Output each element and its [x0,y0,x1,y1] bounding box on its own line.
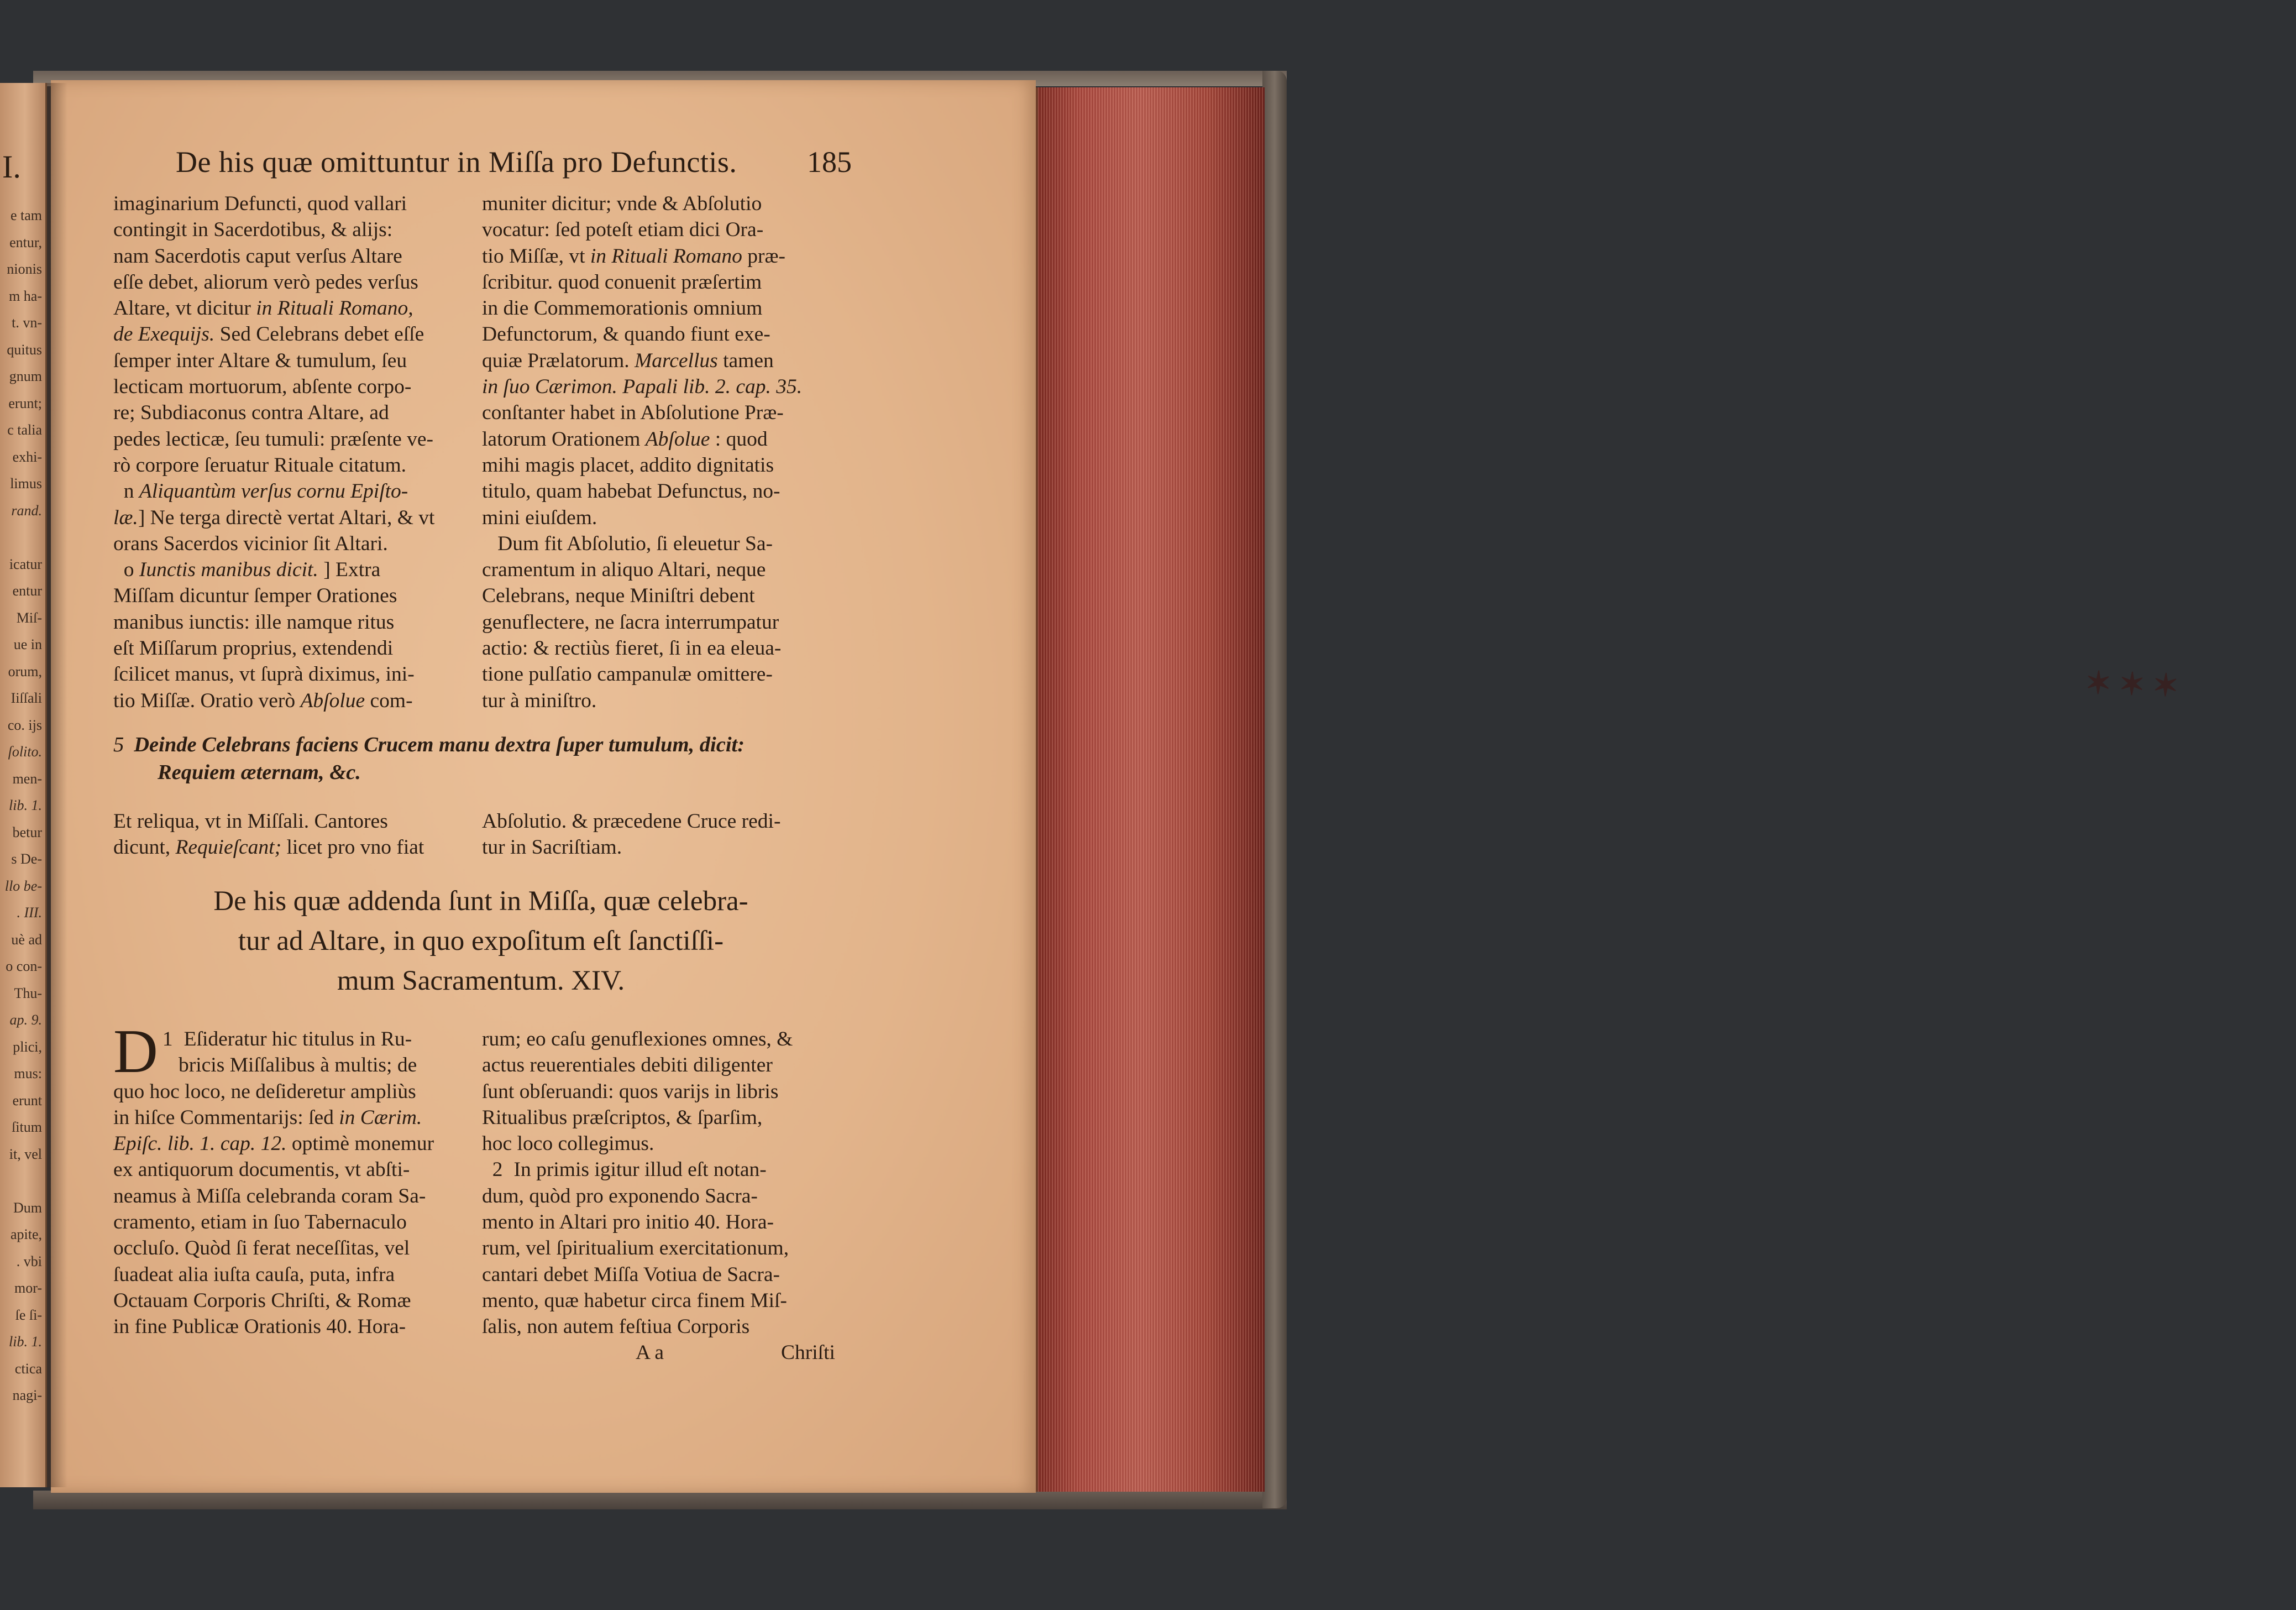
running-head: De his quæ omittuntur in Miſſa pro Defunctis. [176,145,737,179]
note-label: o [123,558,134,582]
text-line [482,531,847,557]
previous-page-fragment: lib. 1. [9,797,42,813]
text-line: genuflectere, ne ſacra interrumpatur [482,610,779,634]
text-line: cantari debet Miſſa Votiua de Sacra- [482,1263,780,1286]
text-line: mento in Altari pro initio 40. Hora- [482,1211,774,1234]
column-1 [113,191,470,714]
note-lemma: Aliquantùm verſus cornu Epiſto- [139,480,408,503]
citation: de Exequijs. [113,323,215,346]
text-line: vocatur: ſed poteſt etiam dici Ora- [482,218,764,242]
previous-page-fragment: gnum [9,368,42,384]
text-run: tamen [723,349,774,372]
text-line: rum; eo caſu genuflexiones omnes, & [482,1028,793,1050]
drop-cap: D [113,1017,158,1086]
text-line: eſſe debet, aliorum verò pedes verſus [113,270,418,294]
note-lemma: Iunctis manibus dicit. [139,558,318,582]
text-line: Et reliqua, vt in Miſſali. Cantores [113,810,388,833]
previous-page-fragment: ſe ſi- [15,1306,42,1323]
previous-page-fragment: s De- [11,851,42,867]
previous-page-fragment: ſitum [12,1119,42,1135]
text-run: quiæ Prælatorum. [482,349,630,372]
previous-page-fragment: c talia [7,422,42,438]
text-run: Dum fit Abſolutio, ſi eleuetur Sa- [497,532,773,555]
rubric-number: 5 [113,733,124,756]
note-o [113,557,470,583]
text-line [113,1105,470,1131]
text-run: latorum Orationem [482,427,641,451]
page-number: 185 [807,145,852,179]
text-run: Altare, vt dicitur [113,297,251,320]
text-line: hoc loco collegimus. [482,1132,654,1156]
text-line: ſcilicet manus, vt ſuprà diximus, ini- [113,663,415,686]
text-line: ſemper inter Altare & tumulum, ſeu [113,349,407,372]
previous-page-fragment: Iiſſali [11,690,42,706]
previous-page-fragment: lib. 1. [9,1334,42,1350]
previous-page-fragment: ap. 9. [9,1012,42,1028]
text-line [113,321,470,347]
text-run: ] Extra [323,558,381,582]
previous-page-fragment: exhi- [12,448,42,465]
text-line: imaginarium Defuncti, quod vallari [113,192,407,215]
previous-page-fragment: betur [12,824,42,840]
rubric [113,731,848,786]
text-line: manibus iunctis: ille namque ritus [113,610,395,634]
column-6 [482,1026,847,1340]
cover-bottom-edge [33,1491,1287,1509]
text-line: Ritualibus præſcriptos, & ſparſim, [482,1106,763,1129]
text-run: com- [370,689,413,712]
text-run-italic: Abſolue [645,427,710,451]
previous-page-fragment: apite, [10,1226,42,1242]
page-fore-edge [1036,87,2179,1492]
text-line: rum, vel ſpiritualium exercitationum, [482,1237,789,1260]
previous-page-fragment: t. vn- [12,315,42,331]
text-line: ſuadeat alia iuſta cauſa, puta, infra [113,1263,395,1286]
library-stamp: ✶ ✶ ✶ [2084,666,2179,704]
section-heading [113,881,848,1001]
signature-mark: A a [636,1341,664,1364]
text-run: tio Miſſæ. Oratio verò [113,689,296,712]
text-line [113,834,470,860]
previous-page-fragment: ſolito. [8,744,42,760]
heading-line-3: mum Sacramentum. XIV. [337,965,625,996]
text-run: tio Miſſæ, vt [482,244,585,268]
text-line: titulo, quam habebat Defunctus, no- [482,480,780,503]
text-line: actio: & rectiùs fieret, ſi in ea eleua- [482,637,782,660]
citation: in Cærim. [339,1106,422,1129]
column-2 [482,191,847,714]
text-line: cramento, etiam in ſuo Tabernaculo [113,1211,407,1234]
text-run: Sed Celebrans debet eſſe [219,323,424,346]
text-line: neamus à Miſſa celebranda coram Sa- [113,1184,426,1208]
previous-page-fragment: orum, [8,663,42,679]
previous-page-fragment: erunt; [8,395,42,411]
text-run-italic: Abſolue [300,689,365,712]
text-line [113,688,470,714]
cover-right-edge [1262,71,1287,1508]
text-line [113,295,470,321]
text-line: muniter dicitur; vnde & Abſolutio [482,192,762,215]
text-line [113,1131,470,1157]
previous-page-fragment: icatur [9,556,42,572]
text-line: tur in Sacriſtiam. [482,836,622,859]
text-line: tur à miniſtro. [482,689,597,712]
text-run: dicunt, [113,836,171,859]
text-line: dum, quòd pro exponendo Sacra- [482,1184,758,1208]
note-n [113,478,470,504]
text-line: ſalis, non autem feſtiua Corporis [482,1315,750,1339]
previous-page-fragment: Miſ- [16,609,42,626]
text-line: mini eiuſdem. [482,506,597,529]
previous-page-roman: I. [2,149,21,185]
column-5 [113,1017,470,1340]
text-line: quo hoc loco, ne deſideretur ampliùs [113,1080,416,1103]
paragraph-number: 1 [162,1028,173,1050]
previous-page-fragment: ctica [14,1360,42,1377]
text-line: ex antiquorum documentis, vt abſti- [113,1158,410,1182]
text-line: re; Subdiaconus contra Altare, ad [113,401,389,425]
text-line: pedes lecticæ, ſeu tumuli: præſente ve- [113,427,433,451]
text-line [482,1157,847,1183]
previous-page-fragment: o con- [6,958,42,974]
text-run: præ- [747,244,785,268]
text-line: Abſolutio. & præcedene Cruce redi- [482,810,781,833]
text-line: Octauam Corporis Chriſti, & Romæ [113,1289,411,1312]
previous-page-fragment: plici, [13,1038,42,1055]
text-line: Defunctorum, & quando fiunt exe- [482,323,770,346]
catchword: Chriſti [781,1341,835,1364]
text-run: optimè monemur [291,1132,434,1156]
previous-page-fragment: co. ijs [7,717,42,733]
text-run-italic: Requieſcant; [175,836,282,859]
text-line: bricis Miſſalibus à multis; de [179,1054,417,1077]
heading-line-1: De his quæ addenda ſunt in Miſſa, quæ celebra- [213,886,748,917]
previous-page-fragment: llo be- [4,877,42,894]
previous-page-fragment: it, vel [9,1146,42,1162]
previous-page-fragment: entur [12,583,42,599]
text-run: ] Ne terga directè vertat Altari, & vt [138,506,435,529]
previous-page-fragment: men- [12,770,42,787]
text-line: Celebrans, neque Miniſtri debent [482,584,755,608]
citation: in Rituali Romano, [256,297,413,320]
previous-page-fragment: e tam [10,207,42,223]
text-line: in die Commemorationis omnium [482,297,763,320]
previous-page-fragment: mus: [14,1065,42,1081]
previous-page-fragment: quitus [7,341,42,358]
previous-page-fragment: Dum [13,1199,42,1216]
text-line: tione pulſatio campanulæ omittere- [482,663,773,686]
heading-line-2: tur ad Altare, in quo expoſitum eſt ſanctiſſi- [238,926,724,956]
text-line: nam Sacerdotis caput verſus Altare [113,244,402,268]
text-line: in fine Publicæ Orationis 40. Hora- [113,1315,406,1339]
gutter-shadow [45,83,67,1487]
previous-page-fragment: nagi- [12,1387,42,1403]
text-line: ſunt obſeruandi: quos varijs in libris [482,1080,779,1103]
previous-page-fragment: Thu- [14,985,42,1001]
text-line [482,348,847,374]
text-line: lecticam mortuorum, abſente corpo- [113,375,412,399]
note-label: n [123,480,134,503]
text-run: Eſideratur hic titulus in Ru- [184,1028,412,1050]
text-run: in hiſce Commentarijs: ſed [113,1106,334,1129]
previous-page-fragment: m ha- [9,288,42,304]
previous-page-fragment: rand. [11,502,42,519]
text-line [482,243,847,269]
previous-page-fragment: erunt [12,1092,42,1109]
text-run: licet pro vno fiat [286,836,424,859]
previous-page-fragment: . III. [17,905,42,921]
note-lemma: læ. [113,506,138,529]
author-name: Marcellus [635,349,718,372]
previous-page-fragment: uè ad [11,931,42,948]
previous-page-fragment: . vbi [16,1253,42,1269]
text-line: rò corpore ſeruatur Rituale citatum. [113,453,406,477]
citation: in ſuo Cærimon. Papali lib. 2. cap. 35. [482,375,803,399]
paragraph-number: 2 [492,1158,503,1182]
previous-page-sliver [0,83,47,1487]
column-3 [113,808,470,861]
previous-page-fragment: entur, [9,234,42,250]
text-line: conſtanter habet in Abſolutione Præ- [482,401,784,425]
text-run: In primis igitur illud eſt notan- [513,1158,767,1182]
citation: in Rituali Romano [590,244,742,268]
text-line: ſcribitur. quod conuenit præſertim [482,270,762,294]
text-line: orans Sacerdos vicinior ſit Altari. [113,532,388,555]
citation: Epiſc. lib. 1. cap. 12. [113,1132,287,1156]
text-line: actus reuerentiales debiti diligenter [482,1054,773,1077]
text-line: eſt Miſſarum proprius, extendendi [113,637,394,660]
text-line: contingit in Sacerdotibus, & alijs: [113,218,393,242]
text-line: cramentum in aliquo Altari, neque [482,558,766,582]
column-4 [482,808,847,861]
previous-page-fragment: limus [10,475,42,492]
text-line [113,505,470,531]
text-line: occluſo. Quòd ſi ferat neceſſitas, vel [113,1237,410,1260]
previous-page-fragment: nionis [7,261,42,277]
text-line [482,426,847,452]
text-run: : quod [715,427,768,451]
previous-page-fragment: ue in [13,636,42,652]
rubric-line-2: Requiem æternam, &c. [158,761,361,784]
text-line: mihi magis placet, addito dignitatis [482,453,774,477]
text-line: mento, quæ habetur circa finem Miſ- [482,1289,787,1312]
rubric-line-1: Deinde Celebrans faciens Crucem manu dextra ſuper tumulum, dicit: [134,733,745,756]
text-line: Miſſam dicuntur ſemper Orationes [113,584,397,608]
previous-page-fragment: mor- [14,1280,42,1296]
